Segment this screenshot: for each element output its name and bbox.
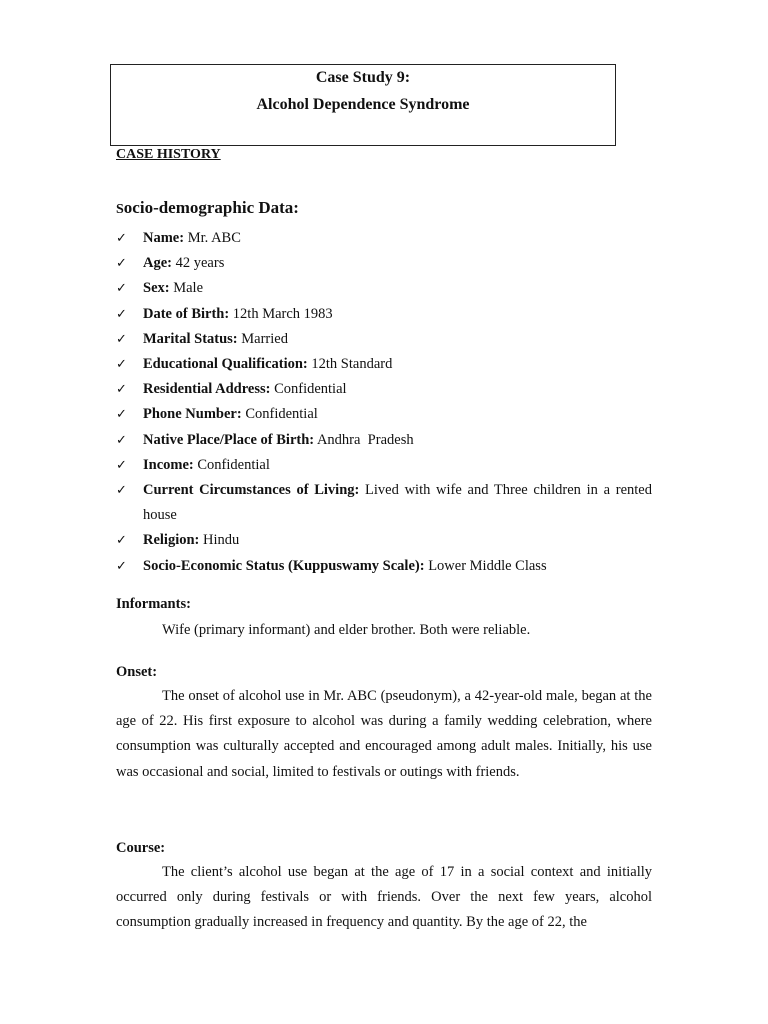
course-paragraph: The client’s alcohol use began at the age of 17 in a social context and initially occurred only during festivals or with friends. Over the next few years, alcohol consumption gradually increased in frequency and quantity. By the age of 22, the [116,864,652,931]
check-mark-icon: ✓ [116,382,127,398]
case-history-heading: CASE HISTORY [116,147,221,162]
item-value: Married [237,330,288,347]
onset-paragraph: The onset of alcohol use in Mr. ABC (pseudonym), a 42-year-old male, began at the age of 22. His first exposure to alcohol was during a family wedding celebration, where consumption was culturally accepted and encouraged among adult males. Initially, his use was occasional and social, limited to festivals or outings with friends. [116,688,652,780]
case-study-number: Case Study 9: [315,69,411,86]
item-value: Andhra Pradesh [314,431,414,448]
item-label: Age: [143,255,172,272]
list-item [116,302,652,327]
list-item [116,402,652,427]
informants-heading: Informants: [116,596,191,612]
socio-heading-initial: S [116,202,124,217]
case-study-title: Alcohol Dependence Syndrome [256,96,470,113]
title-box [110,64,616,146]
list-item [116,251,652,276]
course-heading: Course: [116,840,166,856]
check-mark-icon: ✓ [116,533,127,549]
list-item [116,428,652,453]
socio-demographic-heading [116,198,299,218]
item-label: Income: [143,456,194,473]
check-mark-icon: ✓ [116,331,127,347]
check-mark-icon: ✓ [116,558,127,574]
item-value: Hindu [199,532,240,549]
list-item [116,352,652,377]
check-mark-icon: ✓ [116,407,127,423]
item-label: Sex: [143,280,170,297]
item-label: Date of Birth: [143,305,230,322]
item-label: Socio-Economic Status (Kuppuswamy Scale): [143,557,425,574]
item-value: Lower Middle Class [424,557,547,574]
item-value: 12th March 1983 [229,305,333,322]
list-item [116,478,652,528]
item-label: Marital Status: [143,330,238,347]
check-mark-icon: ✓ [116,432,127,448]
item-label: Educational Qualification: [143,356,308,373]
check-mark-icon: ✓ [116,306,127,322]
check-mark-icon: ✓ [116,231,127,246]
item-label: Name: [143,230,185,246]
check-mark-icon: ✓ [116,256,127,272]
socio-demographic-list [116,226,652,579]
check-mark-icon: ✓ [116,281,127,297]
item-value: Mr. ABC [184,230,241,246]
informants-text: Wife (primary informant) and elder brother. Both were reliable. [162,622,531,638]
item-value: Confidential [193,456,270,473]
onset-heading: Onset: [116,664,158,680]
item-value: Lived with wife and Three children in a rented house [143,482,652,524]
list-item [116,377,652,402]
socio-heading-rest: ocio-demographic Data: [123,198,299,217]
list-item [116,528,652,553]
item-value: 12th Standard [307,356,393,373]
item-value: Confidential [241,406,318,423]
list-item [116,554,652,579]
item-label: Religion: [143,532,200,549]
item-label: Current Circumstances of Living: [143,482,360,499]
item-value: 42 years [172,255,225,272]
check-mark-icon: ✓ [116,483,127,499]
check-mark-icon: ✓ [116,357,127,373]
item-value: Confidential [270,381,347,398]
item-label: Phone Number: [143,406,242,423]
list-item [116,327,652,352]
item-label: Residential Address: [143,381,271,398]
item-label: Native Place/Place of Birth: [143,431,315,448]
list-item [116,226,652,251]
check-mark-icon: ✓ [116,457,127,473]
item-value: Male [169,280,204,297]
list-item [116,276,652,301]
list-item [116,453,652,478]
